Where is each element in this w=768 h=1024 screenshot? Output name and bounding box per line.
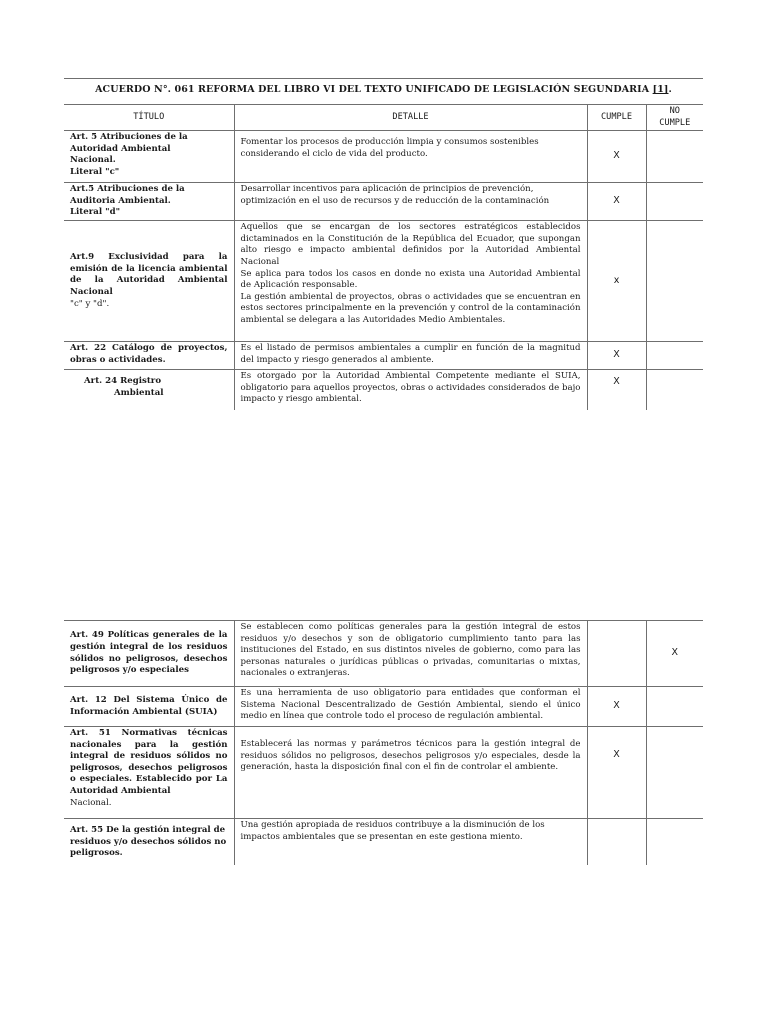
row-title-line: Literal "c" xyxy=(70,166,120,177)
row-no-cumple-mark xyxy=(646,342,703,370)
row-no-cumple-mark xyxy=(646,370,703,410)
row-detail: Es el listado de permisos ambientales a cumplir en función de la magnitud del impacto y riesgo generados al ambiente. xyxy=(234,342,587,370)
row-title: Art. 12 Del Sistema Único de Información Ambiental (SUIA) xyxy=(64,687,234,727)
table-row xyxy=(64,342,703,370)
row-detail: Establecerá las normas y parámetros técnicos para la gestión integral de residuos sólidos no peligrosos, desechos peligrosos y/o especiales, desde la generación, hasta la disposición final con el fin de controlar el ambiente. xyxy=(234,727,587,819)
document-title-text: ACUERDO N°. 061 REFORMA DEL LIBRO VI DEL TEXTO UNIFICADO DE LEGISLACIÓN SEGUNDARIA xyxy=(95,84,650,95)
header-no-cumple-line2: CUMPLE xyxy=(659,117,691,128)
row-title-line: Art. 51 Normativas técnicas nacionales para la gestión integral de residuos sólidos no peligrosos, desechos peligrosos o especiales. Establecido por La Autoridad Ambiental xyxy=(70,728,228,796)
table-row xyxy=(64,819,703,865)
header-no-cumple xyxy=(646,105,703,131)
row-cumple-mark: X xyxy=(587,727,646,819)
header-detalle: DETALLE xyxy=(234,105,587,131)
row-detail: Una gestión apropiada de residuos contribuye a la disminución de los impactos ambientales que se presentan en este gestiona miento. xyxy=(234,819,587,865)
row-cumple-mark: X xyxy=(587,342,646,370)
row-detail: Es otorgado por la Autoridad Ambiental Competente mediante el SUIA, obligatorio para aquellos proyectos, obras o actividades considerados de bajo impacto y riesgo ambiental. xyxy=(234,370,587,410)
row-cumple-mark: X xyxy=(587,131,646,183)
row-title-line: Literal "d" xyxy=(70,207,121,218)
header-cumple: CUMPLE xyxy=(587,105,646,131)
row-detail: Se establecen como políticas generales para la gestión integral de estos residuos y/o desechos y son de obligatorio cumplimiento tanto para las instituciones del Estado, en sus distintos niveles de gobierno, como para las personas naturales o jurídicas públicas o privadas, comunitarias o mixtas, nacionales o extranjeras. xyxy=(234,621,587,687)
row-title xyxy=(64,183,234,221)
row-detail: Desarrollar incentivos para aplicación de principios de prevención, optimización en el uso de recursos y de reducción de la contaminación xyxy=(234,183,587,221)
row-title xyxy=(64,370,234,410)
row-detail: Fomentar los procesos de producción limpia y consumos sostenibles considerando el ciclo de vida del producto. xyxy=(234,131,587,183)
compliance-table-2 xyxy=(64,620,703,865)
row-no-cumple-mark xyxy=(646,131,703,183)
row-title xyxy=(64,727,234,819)
header-no-cumple-line1: NO xyxy=(669,106,680,116)
row-cumple-mark xyxy=(587,621,646,687)
compliance-table-1 xyxy=(64,104,703,410)
row-title: Art. 22 Catálogo de proyectos, obras o actividades. xyxy=(64,342,234,370)
table-row xyxy=(64,183,703,221)
row-no-cumple-mark xyxy=(646,687,703,727)
table-row xyxy=(64,621,703,687)
row-no-cumple-mark xyxy=(646,819,703,865)
row-detail-paragraph: La gestión ambiental de proyectos, obras o actividades que se encuentran en estos sectores principalmente en la prevención y control de la contaminación ambiental se delegara a las Autoridades Medio Ambientales. xyxy=(240,291,581,325)
row-title-line: Art.5 Atribuciones de la xyxy=(70,184,185,195)
row-title-line: Art. 24 Registro xyxy=(84,376,162,387)
row-cumple-mark: X xyxy=(587,687,646,727)
row-detail: Es una herramienta de uso obligatorio para entidades que conforman el Sistema Nacional Descentralizado de Gestión Ambiental, siendo el único medio en línea que controle todo el proceso de regulación ambiental. xyxy=(234,687,587,727)
top-rule xyxy=(64,78,703,79)
document-title xyxy=(64,84,703,95)
row-title: Art. 55 De la gestión integral de residuos y/o desechos sólidos no peligrosos. xyxy=(64,819,234,865)
citation-ref[interactable]: [1] xyxy=(652,84,669,95)
table-header-row xyxy=(64,105,703,131)
row-title-line: Auditoria Ambiental. xyxy=(70,195,171,206)
row-no-cumple-mark xyxy=(646,221,703,342)
row-title xyxy=(64,131,234,183)
row-detail-paragraph: Se aplica para todos los casos en donde no exista una Autoridad Ambiental de Aplicación responsable. xyxy=(240,268,581,291)
row-title-line: Art. 5 Atribuciones de la xyxy=(70,132,188,143)
row-title-line: Ambiental xyxy=(114,387,164,398)
row-cumple-mark xyxy=(587,819,646,865)
table-row xyxy=(64,687,703,727)
row-no-cumple-mark xyxy=(646,183,703,221)
row-detail-paragraph: Aquellos que se encargan de los sectores estratégicos establecidos dictaminados en la Constitución de la República del Ecuador, que supongan alto riesgo e impacto ambiental definidos por la Autoridad Ambiental Nacional xyxy=(240,222,581,267)
row-title-line: Nacional. xyxy=(70,155,116,166)
row-cumple-mark: x xyxy=(587,221,646,342)
title-period: . xyxy=(668,84,672,95)
row-title-line: Autoridad Ambiental xyxy=(70,143,171,154)
row-no-cumple-mark: X xyxy=(646,621,703,687)
row-title-line: Nacional. xyxy=(70,797,112,808)
table-row xyxy=(64,131,703,183)
row-cumple-mark: X xyxy=(587,183,646,221)
table-row xyxy=(64,727,703,819)
row-title-line: "c" y "d". xyxy=(70,298,110,309)
row-detail xyxy=(234,221,587,342)
table-row xyxy=(64,221,703,342)
table-row xyxy=(64,370,703,410)
row-title-line: Art.9 Exclusividad para la emisión de la licencia ambiental de la Autoridad Ambiental Nacional xyxy=(70,252,228,297)
row-title: Art. 49 Políticas generales de la gestión integral de los residuos sólidos no peligrosos, desechos peligrosos y/o especiales xyxy=(64,621,234,687)
row-cumple-mark: X xyxy=(587,370,646,410)
header-titulo: TÍTULO xyxy=(64,105,234,131)
row-title xyxy=(64,221,234,342)
row-no-cumple-mark xyxy=(646,727,703,819)
